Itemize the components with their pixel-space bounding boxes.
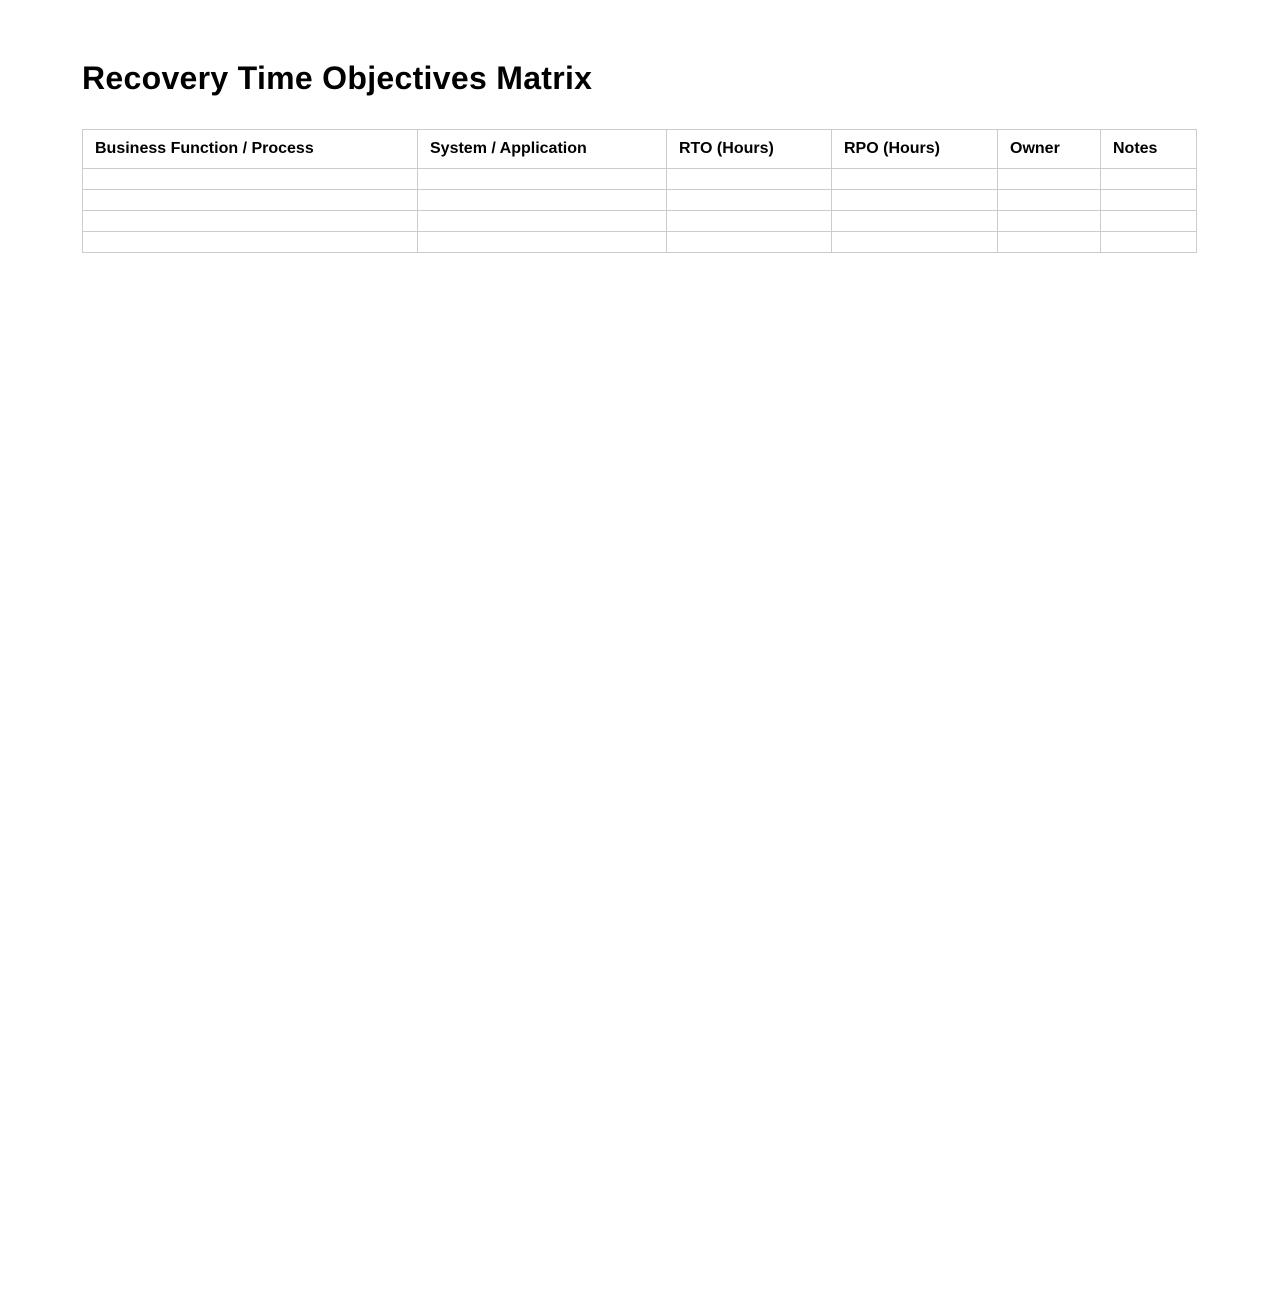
table-cell[interactable] — [1101, 232, 1197, 253]
column-header-rpo: RPO (Hours) — [832, 130, 998, 169]
table-cell[interactable] — [418, 169, 667, 190]
column-header-rto: RTO (Hours) — [667, 130, 832, 169]
rto-matrix-table — [82, 129, 1197, 253]
table-cell[interactable] — [998, 169, 1101, 190]
table-cell[interactable] — [83, 232, 418, 253]
table-cell[interactable] — [832, 211, 998, 232]
table-cell[interactable] — [83, 169, 418, 190]
table-cell[interactable] — [83, 211, 418, 232]
table-cell[interactable] — [83, 190, 418, 211]
table-cell[interactable] — [667, 169, 832, 190]
table-cell[interactable] — [832, 190, 998, 211]
table-row — [83, 190, 1197, 211]
table-row — [83, 232, 1197, 253]
table-row — [83, 169, 1197, 190]
table-header-row — [83, 130, 1197, 169]
table-cell[interactable] — [1101, 169, 1197, 190]
table-cell[interactable] — [667, 190, 832, 211]
table-cell[interactable] — [1101, 211, 1197, 232]
table-row — [83, 211, 1197, 232]
column-header-owner: Owner — [998, 130, 1101, 169]
column-header-notes: Notes — [1101, 130, 1197, 169]
page-title: Recovery Time Objectives Matrix — [82, 60, 593, 96]
table-cell[interactable] — [998, 211, 1101, 232]
column-header-system-application: System / Application — [418, 130, 667, 169]
table-cell[interactable] — [667, 211, 832, 232]
table-cell[interactable] — [998, 190, 1101, 211]
table-cell[interactable] — [418, 211, 667, 232]
table-cell[interactable] — [832, 232, 998, 253]
table-cell[interactable] — [667, 232, 832, 253]
table-cell[interactable] — [832, 169, 998, 190]
table-cell[interactable] — [418, 190, 667, 211]
table-cell[interactable] — [1101, 190, 1197, 211]
table-cell[interactable] — [418, 232, 667, 253]
table-cell[interactable] — [998, 232, 1101, 253]
column-header-business-function: Business Function / Process — [83, 130, 418, 169]
